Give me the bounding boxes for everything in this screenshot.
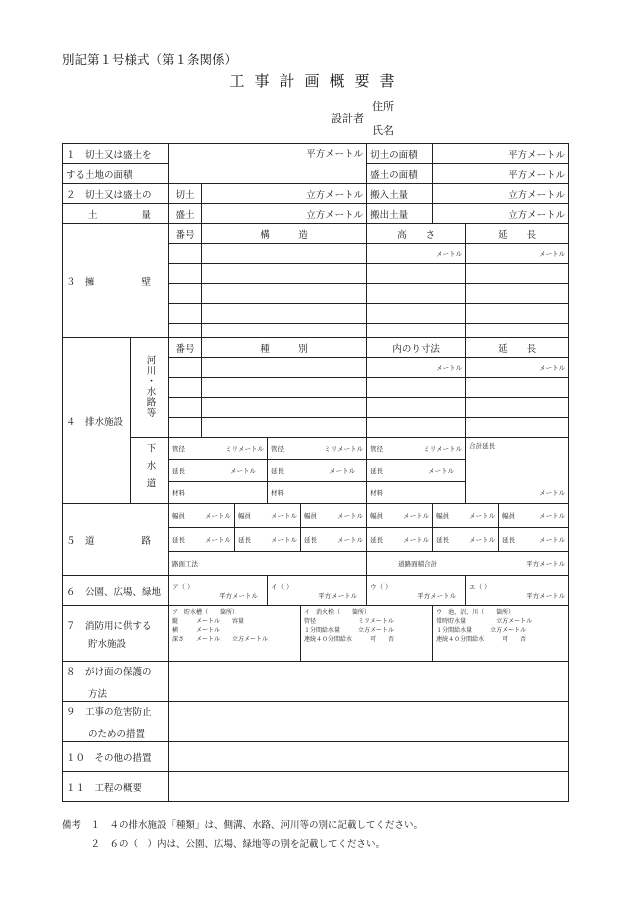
wall-structure-header: 構 造 (202, 224, 367, 244)
row1-label-2: する土地の面積 (63, 164, 169, 184)
road-length-3[interactable]: 延長 メートル (301, 528, 367, 552)
drain-inner-cell[interactable] (367, 398, 466, 418)
row1-label: １ 切土又は盛土を (63, 144, 169, 164)
wall-length-cell[interactable]: メートル (466, 244, 569, 264)
road-width-4[interactable]: 幅員 メートル (367, 504, 433, 528)
drain-inner-cell[interactable] (367, 418, 466, 438)
sewer-length-2[interactable]: 延長 メートル (268, 460, 367, 482)
wall-length-cell[interactable] (466, 304, 569, 324)
wall-height-cell[interactable]: メートル (367, 244, 466, 264)
row5-label: ５ 道 路 (63, 504, 169, 576)
road-width-1[interactable]: 幅員 メートル (169, 504, 235, 528)
fill-area-label: 盛土の面積 (367, 164, 433, 184)
drain-inner-cell[interactable] (367, 378, 466, 398)
sewer-length-3[interactable]: 延長 メートル (367, 460, 466, 482)
cut-volume-label: 切土 (169, 184, 202, 204)
wall-height-cell[interactable] (367, 304, 466, 324)
park-e[interactable]: エ（ ） 平方メートル (466, 576, 569, 606)
wall-height-header: 高 さ (367, 224, 466, 244)
wall-height-cell[interactable] (367, 324, 466, 338)
drain-kind-header: 種 別 (202, 338, 367, 358)
sewer-label: 下水道 (131, 438, 169, 504)
road-length-5[interactable]: 延長 メートル (433, 528, 499, 552)
row3-label: ３ 擁 壁 (63, 224, 169, 338)
sewer-pipe-2[interactable]: 管径 ミリメートル (268, 438, 367, 460)
road-area-total[interactable]: 道路面積合計 平方メートル (367, 552, 569, 576)
road-length-2[interactable]: 延長 メートル (235, 528, 301, 552)
wall-length-cell[interactable] (466, 324, 569, 338)
wall-no-header: 番号 (169, 224, 202, 244)
drain-inner-cell[interactable]: メートル (367, 358, 466, 378)
drain-length-cell[interactable] (466, 418, 569, 438)
wall-no-cell[interactable] (169, 264, 202, 284)
wall-height-cell[interactable] (367, 264, 466, 284)
slope-protection-method[interactable] (169, 662, 569, 702)
remarks (62, 816, 423, 854)
road-surface-method[interactable]: 路面工法 (169, 552, 367, 576)
hazard-prevention-measures[interactable] (169, 702, 569, 742)
row11-label: １１ 工程の概要 (63, 772, 169, 802)
sewer-pipe-1[interactable]: 管径 ミリメートル (169, 438, 268, 460)
park-i[interactable]: イ（ ） 平方メートル (268, 576, 367, 606)
road-width-3[interactable]: 幅員 メートル (301, 504, 367, 528)
plan-summary-table (62, 143, 569, 802)
sewer-length-1[interactable]: 延長 メートル (169, 460, 268, 482)
cut-area-label: 切土の面積 (367, 144, 433, 164)
wall-no-cell[interactable] (169, 244, 202, 264)
drain-kind-cell[interactable] (202, 358, 367, 378)
drain-kind-cell[interactable] (202, 398, 367, 418)
address-label: 住所 (372, 100, 394, 113)
drain-no-cell[interactable] (169, 418, 202, 438)
wall-no-cell[interactable] (169, 304, 202, 324)
drain-no-cell[interactable] (169, 378, 202, 398)
wall-height-cell[interactable] (367, 284, 466, 304)
row4-label: ４ 排水施設 (63, 338, 131, 504)
row2-label: ２ 切土又は盛土の (63, 184, 169, 204)
drain-kind-cell[interactable] (202, 418, 367, 438)
wall-no-cell[interactable] (169, 284, 202, 304)
fill-volume-value[interactable]: 立方メートル (202, 204, 367, 224)
wall-no-cell[interactable] (169, 324, 202, 338)
park-u[interactable]: ウ（ ） 平方メートル (367, 576, 466, 606)
import-volume-label: 搬入土量 (367, 184, 433, 204)
row9-label: ９ 工事の危害防止 のための措置 (63, 702, 169, 742)
wall-length-header: 延 長 (466, 224, 569, 244)
sewer-total-length[interactable]: 合計延長 メートル (466, 438, 569, 504)
pond-river[interactable]: ウ 池、沼、川（ 箇所） 常時貯水量 立方メートル １分間給水量 立方メートル 連続４０分間給水 可 否 (433, 606, 569, 662)
fill-volume-label: 盛土 (169, 204, 202, 224)
wall-structure-cell[interactable] (202, 244, 367, 264)
other-measures[interactable] (169, 742, 569, 772)
road-width-6[interactable]: 幅員 メートル (499, 504, 569, 528)
sewer-material-3[interactable]: 材料 (367, 482, 466, 504)
drain-length-cell[interactable] (466, 398, 569, 418)
fill-area-value[interactable]: 平方メートル (433, 164, 569, 184)
wall-structure-cell[interactable] (202, 264, 367, 284)
sewer-material-2[interactable]: 材料 (268, 482, 367, 504)
drain-length-cell[interactable]: メートル (466, 358, 569, 378)
drain-inner-header: 内のり寸法 (367, 338, 466, 358)
row6-label: ６ 公園、広場、緑地 (63, 576, 169, 606)
road-width-5[interactable]: 幅員 メートル (433, 504, 499, 528)
row2-label-2: 土 量 (63, 204, 169, 224)
row1-total-area[interactable]: 平方メートル (169, 144, 367, 184)
remark-1: 備考 １ ４の排水施設「種類」は、側溝、水路、河川等の別に記載してください。 (62, 820, 424, 831)
cut-area-value[interactable]: 平方メートル (433, 144, 569, 164)
sewer-pipe-3[interactable]: 管径 ミリメートル (367, 438, 466, 460)
fire-hydrant[interactable]: イ 消火栓（ 箇所） 管径 ミリメートル １分間給水量 立方メートル 連続４０分間給水 可 否 (301, 606, 433, 662)
wall-structure-cell[interactable] (202, 304, 367, 324)
drain-kind-cell[interactable] (202, 378, 367, 398)
row8-label: ８ がけ面の保護の 方法 (63, 662, 169, 702)
river-label: 河川・水路等 (131, 338, 169, 438)
sewer-material-1[interactable]: 材料 (169, 482, 268, 504)
water-tank[interactable]: ア 貯水槽（ 箇所） 縦 メートル 容量 横 メートル 深さ メートル 立方メートル (169, 606, 301, 662)
road-length-4[interactable]: 延長 メートル (367, 528, 433, 552)
drain-no-header: 番号 (169, 338, 202, 358)
export-volume-value[interactable]: 立方メートル (433, 204, 569, 224)
wall-structure-cell[interactable] (202, 324, 367, 338)
drain-length-header: 延 長 (466, 338, 569, 358)
export-volume-label: 搬出土量 (367, 204, 433, 224)
name-label: 氏名 (372, 124, 394, 137)
drain-length-cell[interactable] (466, 378, 569, 398)
wall-length-cell[interactable] (466, 284, 569, 304)
drain-no-cell[interactable] (169, 398, 202, 418)
row10-label: １０ その他の措置 (63, 742, 169, 772)
road-length-6[interactable]: 延長 メートル (499, 528, 569, 552)
wall-structure-cell[interactable] (202, 284, 367, 304)
form-label: 別記第１号様式（第１条関係） (62, 52, 238, 67)
wall-length-cell[interactable] (466, 264, 569, 284)
schedule-overview[interactable] (169, 772, 569, 802)
row7-label: ７ 消防用に供する 貯水施設 (63, 606, 169, 662)
page-title: 工事計画概要書 (229, 72, 405, 90)
park-a[interactable]: ア（ ） 平方メートル (169, 576, 268, 606)
road-width-2[interactable]: 幅員 メートル (235, 504, 301, 528)
road-length-1[interactable]: 延長 メートル (169, 528, 235, 552)
import-volume-value[interactable]: 立方メートル (433, 184, 569, 204)
remark-2: ２ ６の（ ）内は、公園、広場、緑地等の別を記載してください。 (62, 839, 386, 850)
designer-label: 設計者 (331, 112, 364, 125)
cut-volume-value[interactable]: 立方メートル (202, 184, 367, 204)
drain-no-cell[interactable] (169, 358, 202, 378)
